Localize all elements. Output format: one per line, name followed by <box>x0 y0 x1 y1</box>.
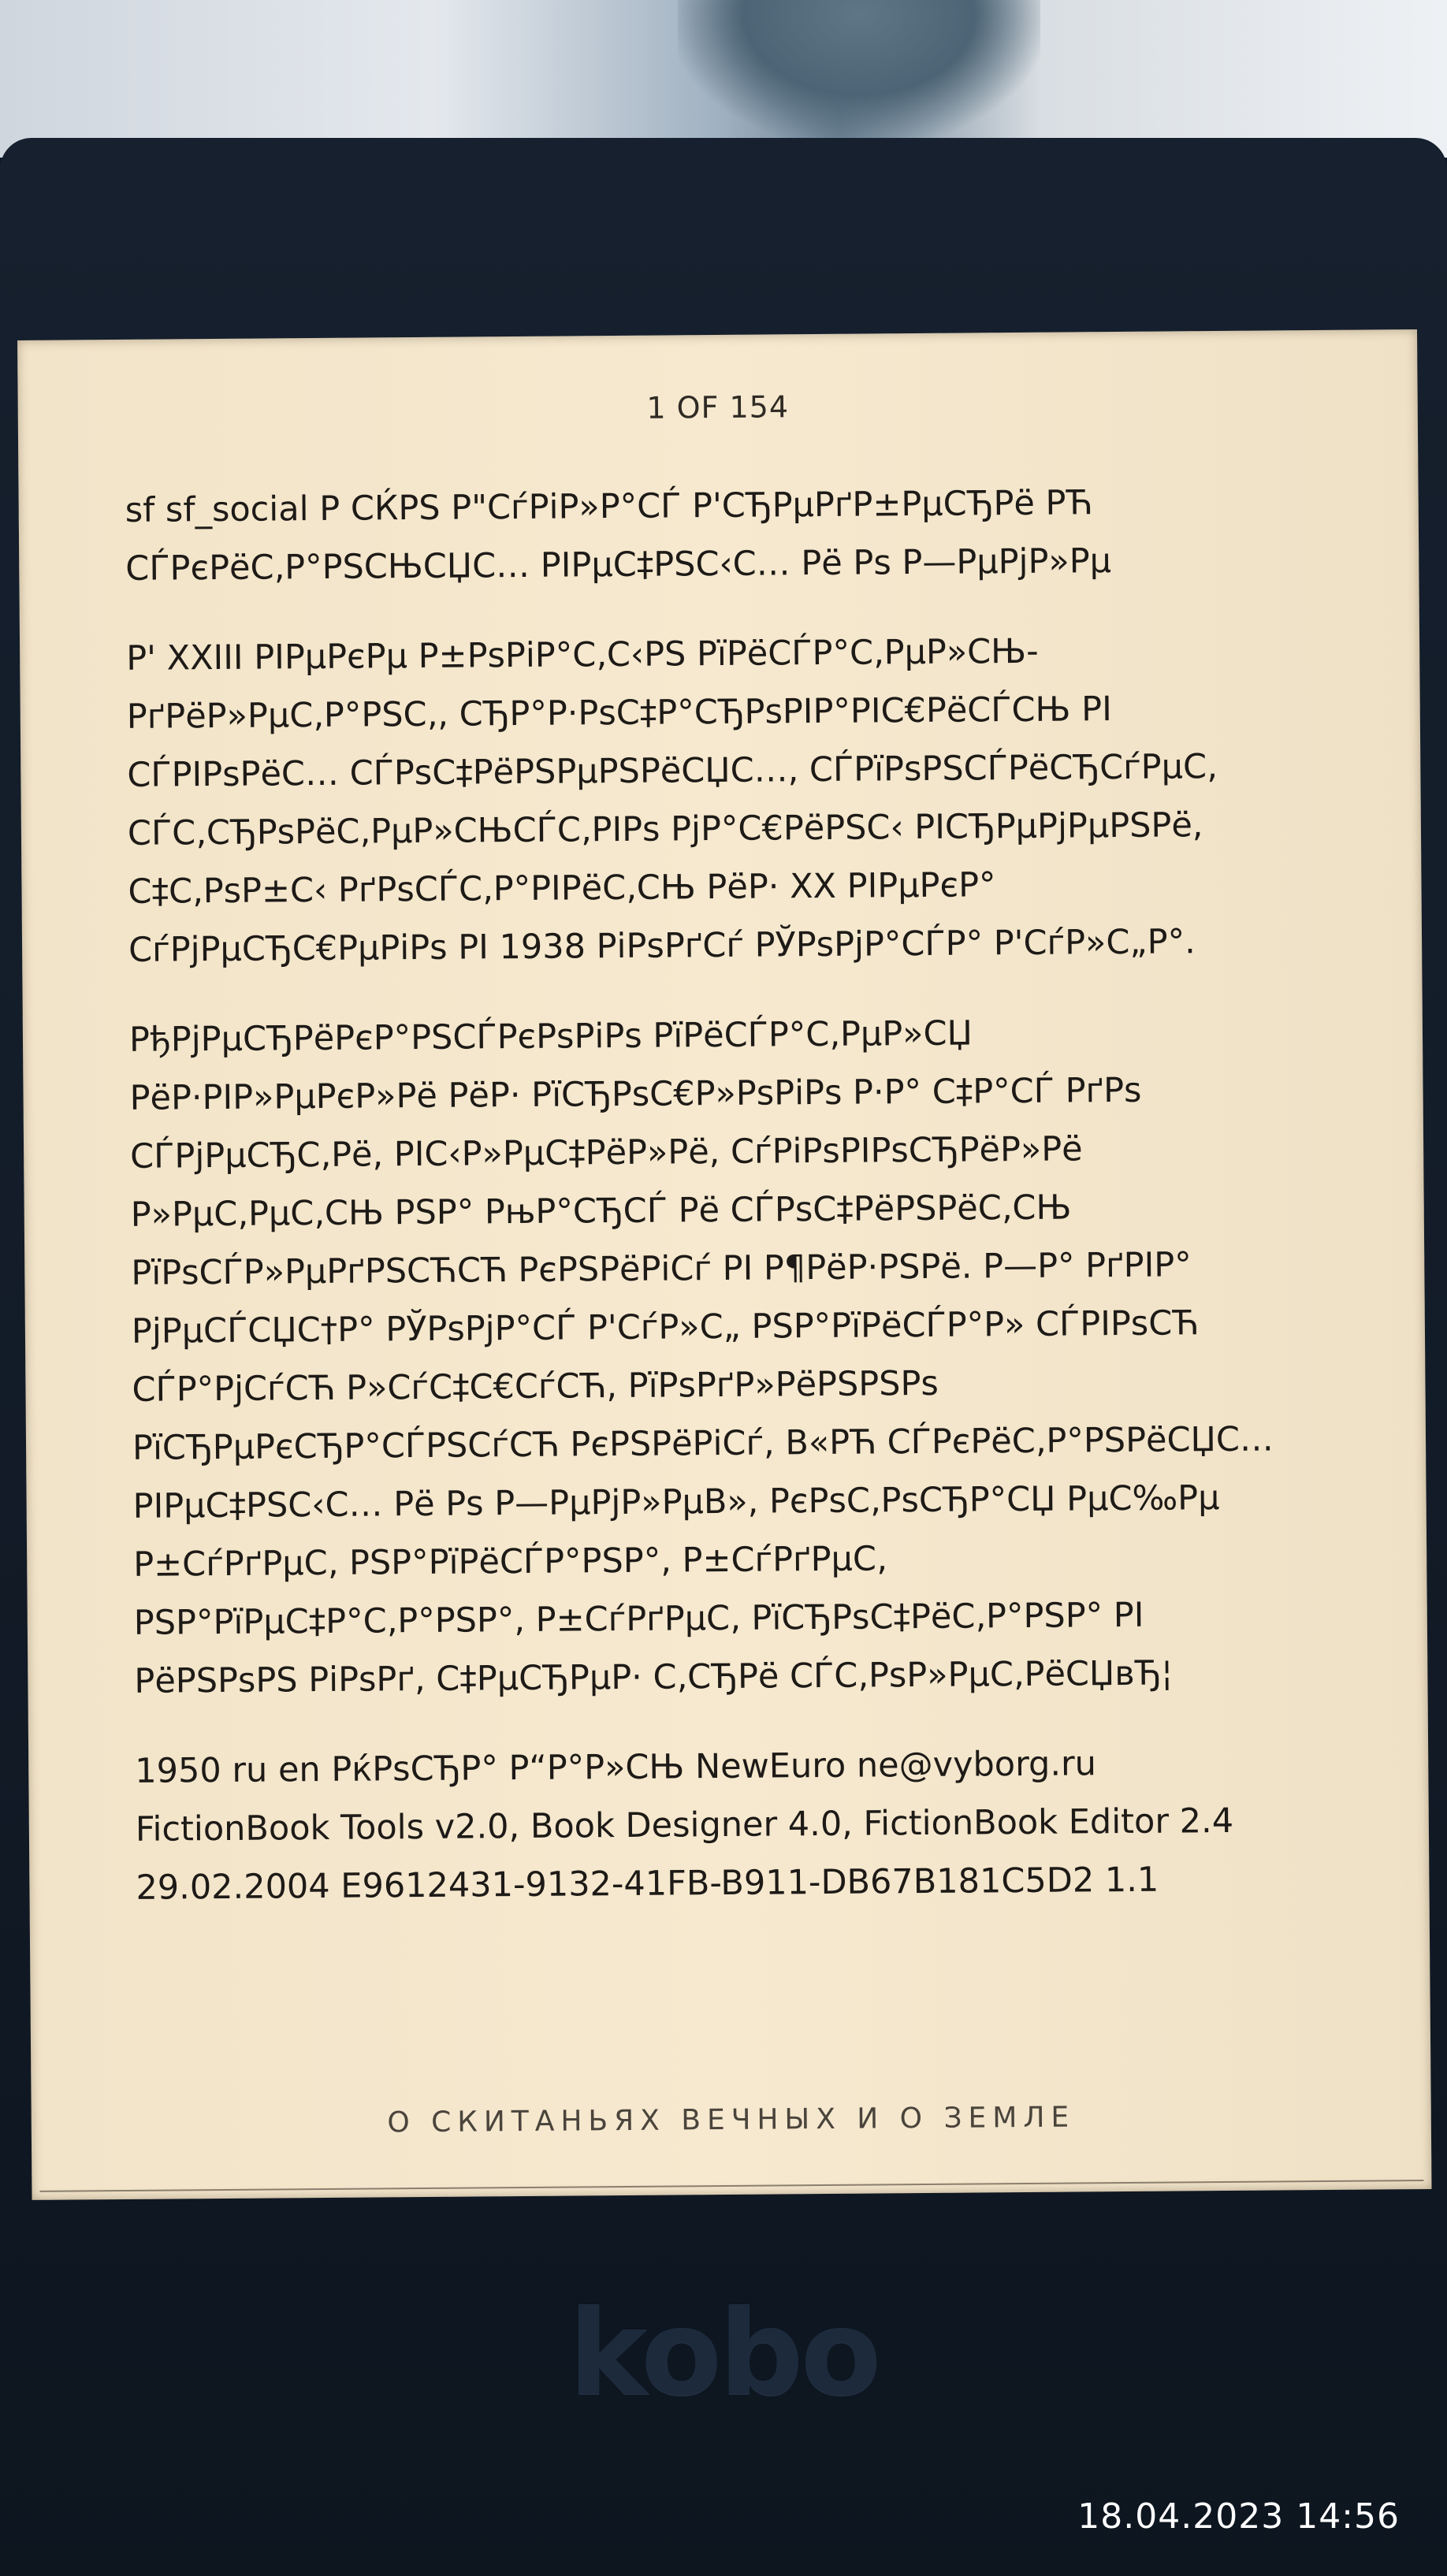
text-line: FictionBook Tools v2.0, Book Designer 4.0, FictionBook Editor 2.4 <box>135 1801 1234 1849</box>
text-line: Р±СѓРґРµС‚ РЅР°РїРёСЃР°РЅР°, Р±СѓРґРµС‚ <box>133 1539 887 1585</box>
text-line: РїРѕСЃР»РµРґРЅСЋСЋ РєРЅРёРіСѓ РІ Р¶РёР·РЅРё. Р—Р° РґРІР° <box>131 1245 1192 1293</box>
text-line: СЃРІРѕРёС… СЃРѕС‡РёРЅРµРЅРёСЏС…, СЃРїРѕРЅСЃРёСЂСѓРµС‚ <box>127 747 1218 795</box>
book-title-footer: О СКИТАНЬЯХ ВЕЧНЫХ И О ЗЕМЛЕ <box>387 2101 1076 2139</box>
reader-screen[interactable] <box>17 329 1431 2200</box>
paragraph-1 <box>125 472 1355 598</box>
fabric-fold <box>678 0 1040 142</box>
text-line: sf sf_social Р СЌРЅ Р"СѓРіР»Р°СЃ Р'СЂРµРґР±РµСЂРё РЋ <box>125 483 1093 530</box>
text-line: СѓРјРµСЂС€РµРіРѕ РІ 1938 РіРѕРґСѓ РЎРѕРјР°СЃР° Р'СѓР»С„Р°. <box>128 922 1196 970</box>
text-line: Р»РµС‚РµС‚СЊ РЅР° РњР°СЂСЃ Рё СЃРѕС‡РёРЅРёС‚СЊ <box>130 1188 1072 1235</box>
text-line: СЃРєРёС‚Р°РЅСЊСЏС… РІРµС‡РЅС‹С… Рё Рѕ Р—РµРјР»Рµ <box>125 541 1112 589</box>
text-line: 1950 ru en РќРѕСЂР° Р“Р°Р»СЊ NewEuro ne@vyborg.ru <box>135 1744 1097 1791</box>
text-line: 29.02.2004 E9612431-9132-41FB-B911-DB67B181C5D2 1.1 <box>136 1860 1159 1908</box>
text-line: РёР·РІР»РµРєР»Рё РёР· РїСЂРѕС€Р»РѕРіРѕ Р·Р° С‡Р°СЃ РґРѕ <box>129 1070 1142 1118</box>
text-line: РјРµСЃСЏС†Р° РЎРѕРјР°СЃ Р'СѓР»С„ РЅР°РїРёСЃР°Р» СЃРІРѕСЋ <box>131 1303 1200 1351</box>
text-line: РґРёР»РµС‚Р°РЅС‚, СЂР°Р·РѕС‡Р°СЂРѕРІР°РІС€РёСЃСЊ РІ <box>126 690 1112 737</box>
reading-area[interactable] <box>125 472 1366 1949</box>
text-line: СЃР°РјСѓСЋ Р»СѓС‡С€СѓСЋ, РїРѕРґР»РёРЅРЅРѕ <box>132 1363 939 1410</box>
text-line: СЃРјРµСЂС‚Рё, РІС‹Р»РµС‡РёР»Рё, СѓРіРѕРІРѕСЂРёР»Рё <box>129 1129 1083 1176</box>
text-line: СЃС‚СЂРѕРёС‚РµР»СЊСЃС‚РІРѕ РјР°С€РёРЅС‹ РІСЂРµРјРµРЅРё, <box>127 805 1203 853</box>
paragraph-metadata <box>135 1733 1366 1917</box>
text-line: РІРµС‡РЅС‹С… Рё Рѕ Р—РµРјР»РµВ», РєРѕС‚РѕСЂР°СЏ РµС‰Рµ <box>132 1478 1220 1526</box>
page-counter: 1 OF 154 <box>646 389 790 426</box>
kobo-logo: kobo <box>568 2285 879 2422</box>
photo-timestamp: 18.04.2023 14:56 <box>1077 2496 1400 2537</box>
text-line: РїСЂРµРєСЂР°СЃРЅСѓСЋ РєРЅРёРіСѓ, В«РЋ СЃРєРёС‚Р°РЅРёСЏС… <box>132 1419 1274 1468</box>
paragraph-3 <box>129 1002 1364 1711</box>
text-line: РђРјРµСЂРёРєР°РЅСЃРєРѕРіРѕ РїРёСЃР°С‚РµР»СЏ <box>128 1013 973 1060</box>
paragraph-2 <box>126 620 1358 979</box>
text-line: Р' XXIII РІРµРєРµ Р±РѕРіР°С‚С‹РЅ РїРёСЃР°С‚РµР»СЊ- <box>126 631 1039 678</box>
text-line: РЅР°РїРµС‡Р°С‚Р°РЅР°, Р±СѓРґРµС‚ РїСЂРѕС‡РёС‚Р°РЅР° РІ <box>133 1595 1144 1643</box>
text-line: РёРЅРѕРЅ РіРѕРґ, С‡РµСЂРµР· С‚СЂРё СЃС‚РѕР»РµС‚РёСЏвЂ¦ <box>134 1653 1174 1701</box>
text-line: С‡С‚РѕР±С‹ РґРѕСЃС‚Р°РІРёС‚СЊ РёР· XX РІРµРєР° <box>128 865 996 912</box>
screen-edge-line <box>39 2180 1423 2192</box>
